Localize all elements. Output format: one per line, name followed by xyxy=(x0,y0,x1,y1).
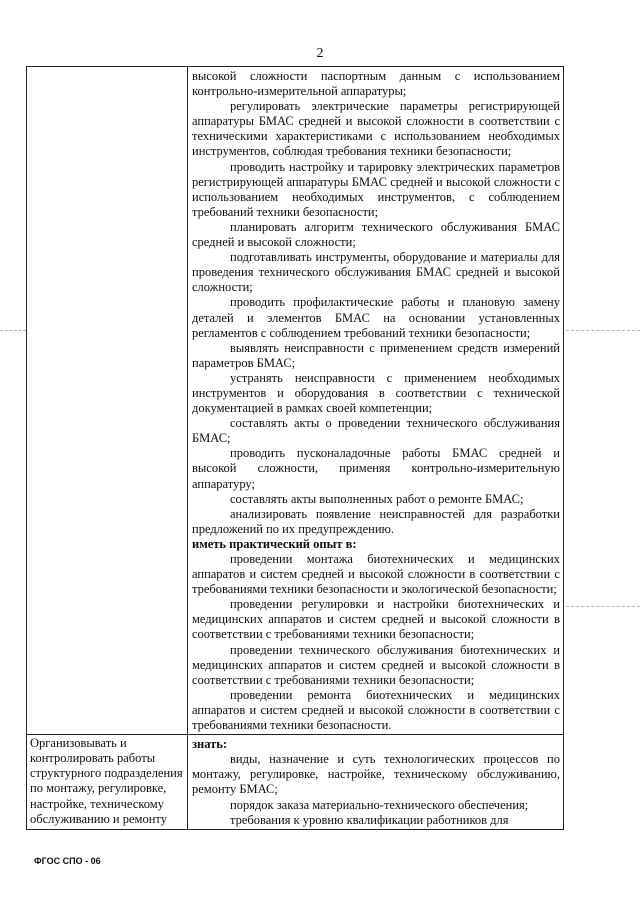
skill-item: подготавливать инструменты, оборудование и материалы для проведения технического обслуживания БМАС средней и высокой сложности; xyxy=(192,250,560,295)
experience-item: проведении регулировки и настройки биотехнических и медицинских аппаратов и систем средней и высокой сложности в соответствии с требованиями техники безопасности; xyxy=(192,597,560,642)
fold-line-left xyxy=(0,330,26,331)
experience-item: проведении ремонта биотехнических и медицинских аппаратов и систем средней и высокой сложности в соответствии с требованиями техники безопасности. xyxy=(192,687,560,733)
knowledge-heading: знать: xyxy=(192,737,228,752)
skill-item: составлять акты о проведении технического обслуживания БМАС; xyxy=(192,416,560,446)
skill-item: проводить пусконаладочные работы БМАС средней и высокой сложности, применяя контрольно-измерительную аппаратуру; xyxy=(192,446,560,491)
competency-table xyxy=(26,66,564,830)
skill-item: высокой сложности паспортным данным с использованием контрольно-измерительной аппаратуры; xyxy=(192,69,560,99)
skill-item: анализировать появление неисправностей для разработки предложений по их предупреждению. xyxy=(192,506,560,536)
experience-item: проведении монтажа биотехнических и медицинских аппаратов и систем средней и высокой сложности в соответствии с требованиями техники безопасности и экологической безопасности; xyxy=(192,552,560,597)
knowledge-item: требования к уровню квалификации работников для xyxy=(230,812,509,827)
fold-line-right xyxy=(566,330,640,331)
skill-item: устранять неисправности с применением необходимых инструментов и оборудования в соответствии с технической документацией в рамках своей компетенции; xyxy=(192,370,560,416)
fold-line-right-2 xyxy=(566,606,640,607)
footer-code: ФГОС СПО - 06 xyxy=(34,856,101,866)
experience-heading: иметь практический опыт в: xyxy=(192,536,357,551)
competency-label: Организовывать и контролировать работы структурного подразделения по монтажу, регулировке, настройке, техническому обслуживанию и ремонту xyxy=(27,735,188,829)
table-row xyxy=(27,734,563,829)
skill-item: составлять акты выполненных работ о ремонте БМАС; xyxy=(230,491,524,506)
skill-item: выявлять неисправности с применением средств измерений параметров БМАС; xyxy=(192,340,560,370)
table-row xyxy=(27,67,563,734)
skill-item: проводить профилактические работы и плановую замену деталей и элементов БМАС на основании установленных регламентов с соблюдением требований техники безопасности; xyxy=(192,295,560,340)
page-number: 2 xyxy=(316,46,324,61)
experience-item: проведении технического обслуживания биотехнических и медицинских аппаратов и систем средней и высокой сложности в соответствии с требованиями техники безопасности; xyxy=(192,642,560,687)
knowledge-item: виды, назначение и суть технологических процессов по монтажу, регулировке, настройке, техническому обслуживанию, ремонту БМАС; xyxy=(192,752,560,797)
knowledge-cell xyxy=(188,735,563,829)
skills-cell xyxy=(188,67,563,734)
skill-item: регулировать электрические параметры регистрирующей аппаратуры БМАС средней и высокой сложности в соответствии с техническими характеристиками с использованием необходимых инструментов, соблюдая требования техники безопасности; xyxy=(192,99,560,159)
skill-item: проводить настройку и тарировку электрических параметров регистрирующей аппаратуры БМАС средней и высокой сложности с использованием необходимых инструментов, с соблюдением требований техники безопасности; xyxy=(192,159,560,219)
skill-item: планировать алгоритм технического обслуживания БМАС средней и высокой сложности; xyxy=(192,219,560,250)
knowledge-item: порядок заказа материально-технического обеспечения; xyxy=(230,797,529,812)
left-cell-empty xyxy=(27,67,188,734)
